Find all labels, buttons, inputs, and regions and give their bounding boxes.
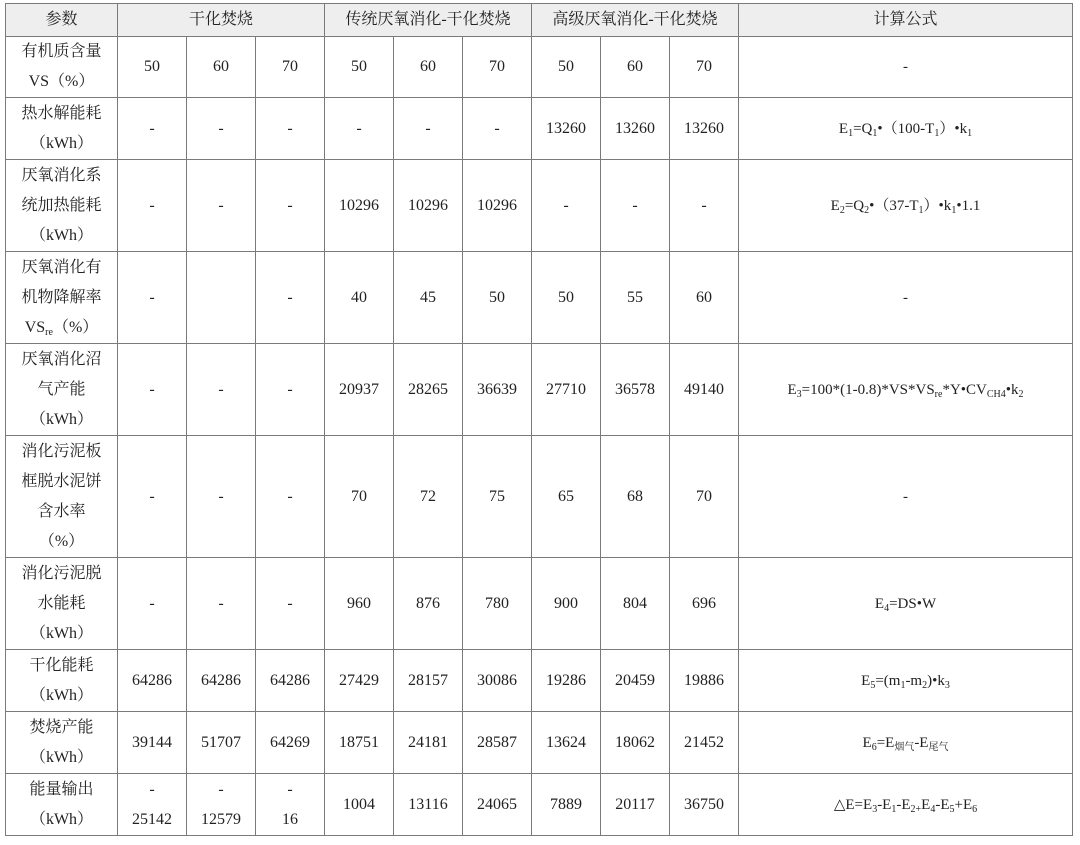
- value-cell: -: [256, 344, 325, 436]
- formula-part: -E: [935, 796, 950, 813]
- value-cell: 780: [463, 558, 532, 650]
- table-row: [6, 160, 1073, 252]
- value-cell: 65: [532, 436, 601, 558]
- value-cell: - 16: [256, 774, 325, 836]
- formula-text: [861, 673, 950, 689]
- value-cell: -: [670, 160, 739, 252]
- row-label-line: 统加热能耗: [21, 196, 102, 214]
- value-cell: 30086: [463, 650, 532, 712]
- row-label-line: 气产能: [37, 380, 86, 398]
- row-label: [6, 774, 118, 836]
- value-cell: 75: [463, 436, 532, 558]
- value-cell: 64286: [187, 650, 256, 712]
- row-label: [6, 37, 118, 98]
- value-cell: -: [256, 558, 325, 650]
- row-label-line: （kWh）: [29, 226, 94, 244]
- row-label-line: $VS_{re}(\%)$: [24, 318, 99, 338]
- formula-part: -m: [905, 672, 923, 689]
- formula-subscript: 1: [951, 204, 957, 216]
- formula-subscript: 2: [864, 204, 870, 216]
- value-cell: -: [187, 98, 256, 160]
- value-cell: 64286: [118, 650, 187, 712]
- formula-part: -E: [914, 734, 929, 751]
- value-cell: 55: [601, 252, 670, 344]
- formula-part: +E: [954, 796, 973, 813]
- value-cell: -: [187, 558, 256, 650]
- value-cell: -: [463, 98, 532, 160]
- value-cell: 24181: [394, 712, 463, 774]
- formula-cell: [739, 774, 1073, 836]
- value-cell: 60: [670, 252, 739, 344]
- value-cell: 900: [532, 558, 601, 650]
- value-cell: 64269: [256, 712, 325, 774]
- value-cell: 60: [601, 37, 670, 98]
- value-cell: 19886: [670, 650, 739, 712]
- value-cell: 70: [325, 436, 394, 558]
- formula-cell: [739, 160, 1073, 252]
- value-cell: 24065: [463, 774, 532, 836]
- formula-part: =(m: [875, 672, 901, 689]
- value-cell: 13624: [532, 712, 601, 774]
- row-label-line: （kWh）: [29, 686, 94, 704]
- value-cell: 72: [394, 436, 463, 558]
- value-cell: 28265: [394, 344, 463, 436]
- value-cell: - 25142: [118, 774, 187, 836]
- energy-balance-table: [5, 3, 1073, 836]
- value-cell: 18062: [601, 712, 670, 774]
- value-cell: -: [118, 160, 187, 252]
- value-cell: 27429: [325, 650, 394, 712]
- row-label-line: 含水率: [37, 502, 86, 520]
- row-label-line: 焚烧产能: [29, 718, 94, 736]
- formula-part: E: [862, 734, 872, 751]
- value-cell: 10296: [394, 160, 463, 252]
- value-cell: -: [256, 436, 325, 558]
- value-cell: 20117: [601, 774, 670, 836]
- formula-cell: -: [739, 252, 1073, 344]
- value-cell: 28157: [394, 650, 463, 712]
- formula-subscript: 3: [872, 803, 878, 815]
- value-cell: 10296: [463, 160, 532, 252]
- value-cell: 27710: [532, 344, 601, 436]
- value-cell: 13260: [601, 98, 670, 160]
- value-cell: 36639: [463, 344, 532, 436]
- table-body: [6, 37, 1073, 836]
- formula-cell: [739, 558, 1073, 650]
- value-cell: 804: [601, 558, 670, 650]
- formula-subscript: 1: [900, 679, 906, 691]
- formula-text: [834, 797, 977, 813]
- value-cell: 40: [325, 252, 394, 344]
- row-label-line: 热水解能耗: [21, 104, 102, 122]
- table-row: [6, 252, 1073, 344]
- formula-part: E: [787, 381, 797, 398]
- value-cell: 60: [187, 37, 256, 98]
- formula-part: ）•k: [939, 120, 968, 137]
- formula-part: •k: [1005, 381, 1019, 398]
- formula-subscript: 2: [1018, 388, 1024, 400]
- value-cell: 1004: [325, 774, 394, 836]
- value-cell: - 12579: [187, 774, 256, 836]
- formula-subscript: CH4: [986, 388, 1006, 400]
- formula-part: =DS•W: [889, 595, 937, 612]
- row-label: [6, 436, 118, 558]
- formula-part: =Q: [853, 120, 873, 137]
- row-label-line: 厌氧消化系: [21, 166, 102, 184]
- formula-part: *Y•CV: [942, 381, 987, 398]
- formula-subscript: 2: [922, 679, 928, 691]
- table-row: [6, 98, 1073, 160]
- value-cell: 70: [256, 37, 325, 98]
- formula-subscript: re: [934, 388, 943, 400]
- formula-subscript: 1: [872, 127, 878, 139]
- value-cell: -: [325, 98, 394, 160]
- header-formula: 计算公式: [739, 4, 1073, 37]
- formula-subscript: 4: [930, 803, 936, 815]
- value-cell: -: [187, 160, 256, 252]
- value-cell: 19286: [532, 650, 601, 712]
- formula-subscript: 5: [949, 803, 955, 815]
- value-cell: 70: [670, 436, 739, 558]
- formula-text: [875, 596, 936, 612]
- value-cell: 28587: [463, 712, 532, 774]
- row-label: [6, 712, 118, 774]
- value-cell: -: [118, 252, 187, 344]
- formula-subscript: 烟气: [894, 741, 915, 753]
- formula-subscript: 2+: [910, 803, 922, 815]
- formula-subscript: 尾气: [928, 741, 949, 753]
- formula-part: ）•k: [923, 197, 952, 214]
- formula-part: =E: [876, 734, 895, 751]
- value-cell: -: [601, 160, 670, 252]
- formula-part: E: [830, 197, 840, 214]
- value-cell: -: [256, 98, 325, 160]
- table-row: [6, 774, 1073, 836]
- row-label-line: 厌氧消化有: [21, 258, 102, 276]
- value-cell: -: [187, 436, 256, 558]
- value-cell: 36750: [670, 774, 739, 836]
- value-cell: -: [118, 344, 187, 436]
- formula-text: [787, 382, 1023, 398]
- formula-subscript: 6: [972, 803, 978, 815]
- row-label-line: 消化污泥板: [21, 442, 102, 460]
- value-cell: 50: [325, 37, 394, 98]
- formula-cell: [739, 650, 1073, 712]
- header-group-conventional-ad: 传统厌氧消化-干化焚烧: [325, 4, 532, 37]
- value-cell: 18751: [325, 712, 394, 774]
- row-label-line: 消化污泥脱: [21, 564, 102, 582]
- row-label-line: （kWh）: [29, 134, 94, 152]
- value-cell: -: [187, 344, 256, 436]
- formula-part: •1.1: [956, 197, 981, 214]
- formula-subscript: 1: [918, 204, 924, 216]
- formula-cell: [739, 98, 1073, 160]
- formula-part: )•k: [927, 672, 945, 689]
- value-cell: -: [532, 160, 601, 252]
- formula-subscript: 5: [870, 679, 876, 691]
- value-cell: 70: [463, 37, 532, 98]
- value-cell: 50: [532, 252, 601, 344]
- value-cell: -: [256, 252, 325, 344]
- value-cell: 70: [670, 37, 739, 98]
- header-group-drying-incineration: 干化焚烧: [118, 4, 325, 37]
- row-label: [6, 252, 118, 344]
- formula-text: [863, 735, 949, 751]
- formula-part: E: [921, 796, 931, 813]
- value-cell: 13260: [670, 98, 739, 160]
- row-label-line: 厌氧消化沼: [21, 350, 102, 368]
- table-row: [6, 650, 1073, 712]
- header-group-advanced-ad: 高级厌氧消化-干化焚烧: [532, 4, 739, 37]
- table-row: [6, 558, 1073, 650]
- formula-subscript: 1: [891, 803, 897, 815]
- formula-text: [839, 121, 972, 137]
- formula-part: •（37-T: [869, 197, 919, 214]
- row-label-line: 能量输出: [29, 780, 94, 798]
- formula-subscript: 1: [967, 127, 973, 139]
- header-row: [6, 4, 1073, 37]
- value-cell: 51707: [187, 712, 256, 774]
- row-label-line: （%）: [38, 532, 85, 550]
- row-label-line: （kWh）: [29, 748, 94, 766]
- formula-text: [831, 198, 981, 214]
- row-label: [6, 98, 118, 160]
- formula-subscript: 3: [796, 388, 802, 400]
- formula-subscript: 6: [871, 741, 877, 753]
- row-label-line: VS（%）: [28, 73, 95, 90]
- value-cell: 696: [670, 558, 739, 650]
- formula-subscript: 4: [884, 602, 890, 614]
- formula-part: -E: [877, 796, 892, 813]
- row-label: [6, 160, 118, 252]
- value-cell: 21452: [670, 712, 739, 774]
- value-cell: 7889: [532, 774, 601, 836]
- header-param: 参数: [6, 4, 118, 37]
- formula-subscript: 1: [848, 127, 854, 139]
- formula-subscript: 2: [839, 204, 845, 216]
- value-cell: 60: [394, 37, 463, 98]
- value-cell: 36578: [601, 344, 670, 436]
- formula-part: =Q: [844, 197, 865, 214]
- value-cell: 68: [601, 436, 670, 558]
- row-label-line: 机物降解率: [21, 288, 102, 306]
- value-cell: 50: [118, 37, 187, 98]
- formula-cell: [739, 344, 1073, 436]
- value-cell: 50: [463, 252, 532, 344]
- table-row: [6, 436, 1073, 558]
- formula-cell: -: [739, 436, 1073, 558]
- formula-part: •（100-T: [877, 120, 935, 137]
- value-cell: 10296: [325, 160, 394, 252]
- table-row: [6, 37, 1073, 98]
- row-label-line: （kWh）: [29, 624, 94, 642]
- row-label: [6, 344, 118, 436]
- value-cell: -: [394, 98, 463, 160]
- row-label: [6, 558, 118, 650]
- formula-part: E: [861, 672, 871, 689]
- row-label-line: 框脱水泥饼: [21, 472, 102, 490]
- value-cell: [187, 252, 256, 344]
- value-cell: 49140: [670, 344, 739, 436]
- row-label-line: 有机质含量: [21, 43, 102, 60]
- formula-subscript: 3: [944, 679, 950, 691]
- value-cell: 20459: [601, 650, 670, 712]
- value-cell: -: [118, 98, 187, 160]
- value-cell: 50: [532, 37, 601, 98]
- table-row: [6, 712, 1073, 774]
- formula-part: E: [838, 120, 849, 137]
- value-cell: 13260: [532, 98, 601, 160]
- value-cell: 876: [394, 558, 463, 650]
- value-cell: -: [256, 160, 325, 252]
- value-cell: 45: [394, 252, 463, 344]
- formula-part: E: [874, 595, 885, 612]
- row-label: [6, 650, 118, 712]
- row-label-line: 干化能耗: [29, 656, 94, 674]
- table-row: [6, 344, 1073, 436]
- row-label-line: （kWh）: [29, 410, 94, 428]
- formula-part: -E: [896, 796, 911, 813]
- value-cell: 39144: [118, 712, 187, 774]
- value-cell: 64286: [256, 650, 325, 712]
- formula-part: △E=E: [833, 796, 873, 813]
- value-cell: 960: [325, 558, 394, 650]
- formula-subscript: 1: [934, 127, 940, 139]
- row-label-line: 水能耗: [37, 594, 86, 612]
- value-cell: -: [118, 436, 187, 558]
- formula-cell: -: [739, 37, 1073, 98]
- value-cell: 13116: [394, 774, 463, 836]
- value-cell: 20937: [325, 344, 394, 436]
- formula-cell: [739, 712, 1073, 774]
- value-cell: -: [118, 558, 187, 650]
- formula-part: =100*(1-0.8)*VS*VS: [801, 381, 935, 398]
- row-label-line: （kWh）: [29, 810, 94, 828]
